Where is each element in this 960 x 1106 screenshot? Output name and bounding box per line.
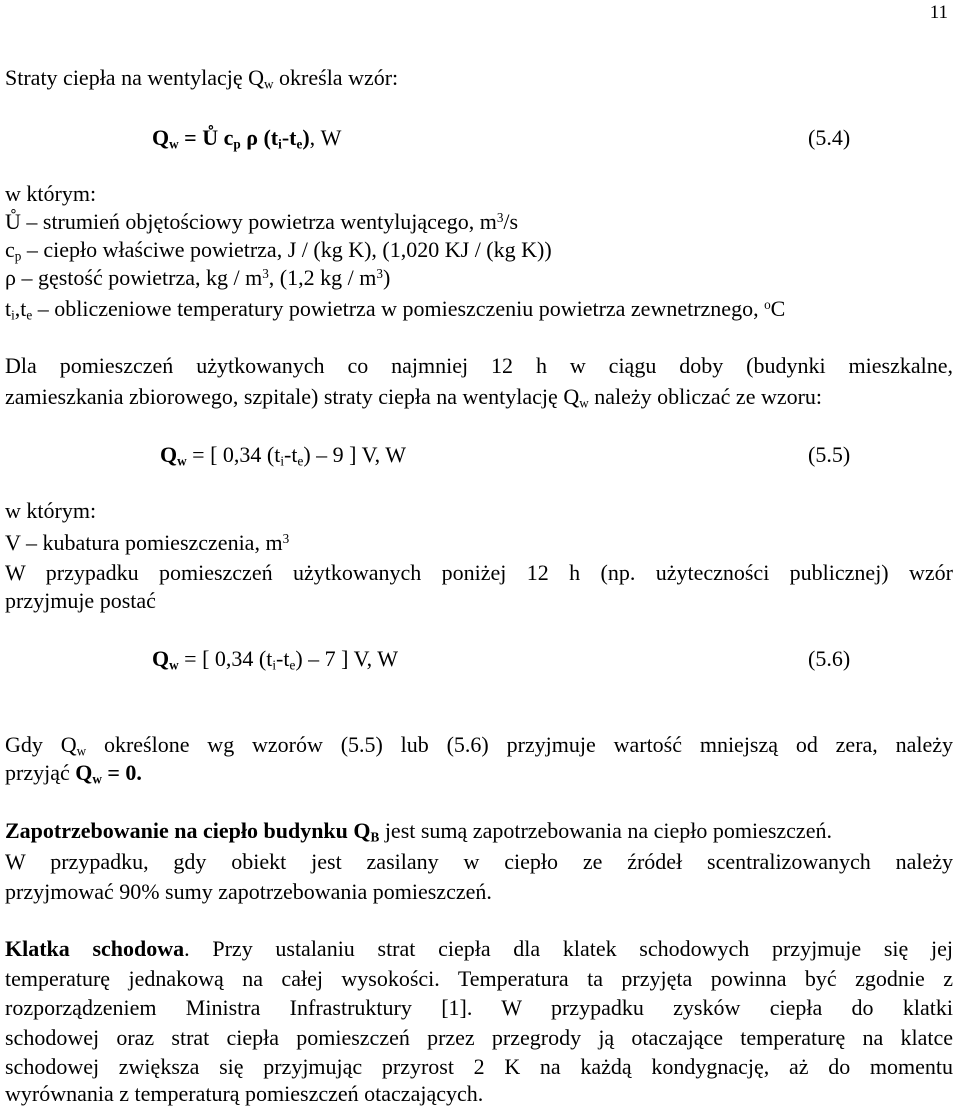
definition-flow-rate: Ů – strumień objętościowy powietrza wentylującego, $m^3/s$: [5, 209, 519, 234]
paragraph-4-line-2: W przypadku, gdy obiekt jest zasilany w ciepło ze źródeł scentralizowanych należy: [5, 849, 953, 874]
page-number: 11: [929, 2, 948, 23]
equation-number-5-6: (5.6): [808, 646, 851, 671]
paragraph-4-line-3: przyjmować 90% sumy zapotrzebowania pomieszczeń.: [5, 879, 492, 904]
paragraph-5-line-3: rozporządzeniem Ministra Infrastruktury [1]. W przypadku zysków ciepła do klatki: [5, 995, 953, 1020]
paragraph-5-line-5: schodowej zwiększa się przyjmując przyrost 2 K na każdą kondygnację, aż do momentu: [5, 1054, 953, 1079]
intro-line: Straty ciepła na wentylację $Q_w$ określa wzór:: [5, 65, 399, 92]
paragraph-2-line-1: W przypadku pomieszczeń użytkowanych poniżej 12 h (np. użyteczności publicznej) wzór: [5, 560, 953, 585]
paragraph-1-line-2: zamieszkania zbiorowego, szpitale) straty ciepła na wentylację $Q_w$ należy obliczać ze wzoru:: [5, 384, 823, 411]
definition-specific-heat: $c_p$ – ciepło właściwe powietrza, J / (kg K), (1,020 KJ / (kg K)): [5, 237, 552, 264]
equation-number-5-5: (5.5): [808, 442, 851, 467]
where-label-1: w którym:: [5, 181, 97, 206]
definition-density: ρ – gęstość powietrza, kg / $m^3$, (1,2 kg / $m^3$): [5, 265, 391, 290]
paragraph-2-line-2: przyjmuje postać: [5, 588, 156, 613]
paragraph-5-line-1: Klatka schodowa. Przy ustalaniu strat ciepła dla klatek schodowych przyjmuje się jej: [5, 936, 953, 961]
where-label-2: w którym:: [5, 498, 97, 523]
definition-temperatures: $t_i,t_e$ – obliczeniowe temperatury powietrza w pomieszczeniu powietrza zewnetrznego, $^o$C: [5, 296, 786, 323]
equation-5-6: $Q_w$ = [ 0,34 $(t_i-t_e) - 7$ ] V, W: [152, 646, 398, 673]
equation-5-4: $Q_w$ = Ů $c_p$ ρ $(t_i-t_e)$, W: [152, 125, 342, 152]
paragraph-1-line-1: Dla pomieszczeń użytkowanych co najmniej 12 h w ciągu doby (budynki mieszkalne,: [5, 353, 953, 378]
definition-volume: V – kubatura pomieszczenia, $m^3$: [5, 530, 290, 555]
paragraph-3-line-2: przyjąć $Q_w = 0$.: [5, 760, 142, 787]
paragraph-5-line-2: temperaturę jednakową na całej wysokości. Temperatura ta przyjęta powinna być zgodnie z: [5, 966, 953, 991]
equation-5-5: $Q_w$ = [ 0,34 $(t_i-t_e) - 9$ ] V, W: [160, 442, 406, 469]
paragraph-5-line-4: schodowej oraz strat ciepła pomieszczeń przez przegrody ją otaczające temperaturę na klatce: [5, 1025, 953, 1050]
paragraph-5-line-6: wyrównania z temperaturą pomieszczeń otaczających.: [5, 1081, 484, 1106]
equation-number-5-4: (5.4): [808, 125, 851, 150]
paragraph-4-line-1: Zapotrzebowanie na ciepło budynku $Q_B$ jest sumą zapotrzebowania na ciepło pomieszczeń.: [5, 818, 832, 845]
paragraph-3-line-1: Gdy $Q_w$ określone wg wzorów (5.5) lub (5.6) przyjmuje wartość mniejszą od zera, należy: [5, 732, 954, 759]
